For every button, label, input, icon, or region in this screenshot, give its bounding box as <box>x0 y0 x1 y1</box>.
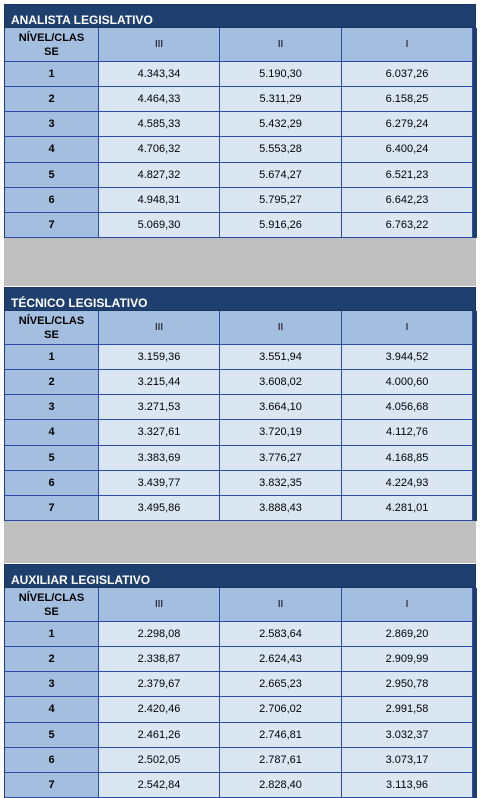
class-header: II <box>220 588 342 622</box>
level-cell: 2 <box>5 647 99 672</box>
salary-value-cell: 5.674,27 <box>220 163 342 188</box>
level-class-header <box>5 311 99 345</box>
salary-value-cell: 2.746,81 <box>220 723 342 748</box>
level-cell: 4 <box>5 137 99 162</box>
salary-value-cell: 3.327,61 <box>99 420 220 445</box>
salary-value-cell: 2.338,87 <box>99 647 220 672</box>
salary-value-cell: 3.608,02 <box>220 370 342 395</box>
class-header: III <box>99 311 220 345</box>
salary-value-cell: 2.869,20 <box>342 622 473 647</box>
level-class-header <box>5 28 99 62</box>
section-gap <box>4 238 476 286</box>
salary-value-cell: 3.271,53 <box>99 395 220 420</box>
level-cell: 7 <box>5 213 99 238</box>
salary-value-cell: 2.624,43 <box>220 647 342 672</box>
salary-value-cell: 2.542,84 <box>99 773 220 798</box>
table-edge <box>473 163 477 188</box>
salary-table <box>4 588 476 798</box>
salary-value-cell: 5.311,29 <box>220 87 342 112</box>
salary-value-cell: 4.000,60 <box>342 370 473 395</box>
salary-value-cell: 6.521,23 <box>342 163 473 188</box>
salary-value-cell: 4.056,68 <box>342 395 473 420</box>
salary-value-cell: 4.948,31 <box>99 188 220 213</box>
salary-value-cell: 2.991,58 <box>342 697 473 722</box>
table-edge <box>473 622 477 647</box>
salary-table <box>4 311 476 521</box>
salary-value-cell: 6.642,23 <box>342 188 473 213</box>
salary-value-cell: 2.909,99 <box>342 647 473 672</box>
salary-value-cell: 2.379,67 <box>99 672 220 697</box>
salary-value-cell: 4.585,33 <box>99 112 220 137</box>
table-edge <box>473 647 477 672</box>
salary-value-cell: 4.281,01 <box>342 496 473 521</box>
level-class-header-line: NÍVEL/CLAS <box>18 591 85 604</box>
salary-value-cell: 4.464,33 <box>99 87 220 112</box>
salary-table <box>4 28 476 238</box>
salary-value-cell: 5.069,30 <box>99 213 220 238</box>
level-cell: 6 <box>5 748 99 773</box>
salary-value-cell: 3.944,52 <box>342 345 473 370</box>
level-cell: 1 <box>5 622 99 647</box>
salary-value-cell: 2.583,64 <box>220 622 342 647</box>
level-cell: 3 <box>5 395 99 420</box>
class-header: I <box>342 311 473 345</box>
level-class-header <box>5 588 99 622</box>
salary-value-cell: 6.279,24 <box>342 112 473 137</box>
level-cell: 1 <box>5 345 99 370</box>
table-edge <box>473 112 477 137</box>
salary-value-cell: 6.037,26 <box>342 62 473 87</box>
salary-value-cell: 3.073,17 <box>342 748 473 773</box>
level-cell: 1 <box>5 62 99 87</box>
salary-value-cell: 4.827,32 <box>99 163 220 188</box>
table-edge <box>473 672 477 697</box>
salary-value-cell: 2.420,46 <box>99 697 220 722</box>
level-cell: 3 <box>5 112 99 137</box>
table-edge <box>473 723 477 748</box>
level-cell: 3 <box>5 672 99 697</box>
level-cell: 7 <box>5 773 99 798</box>
table-edge <box>473 471 477 496</box>
table-title: ANALISTA LEGISLATIVO <box>4 4 476 28</box>
salary-value-cell: 4.168,85 <box>342 446 473 471</box>
class-header: III <box>99 588 220 622</box>
salary-value-cell: 2.665,23 <box>220 672 342 697</box>
salary-value-cell: 3.383,69 <box>99 446 220 471</box>
salary-value-cell: 2.461,26 <box>99 723 220 748</box>
table-edge <box>473 213 477 238</box>
level-cell: 5 <box>5 723 99 748</box>
table-edge <box>473 420 477 445</box>
level-cell: 5 <box>5 446 99 471</box>
table-edge <box>473 62 477 87</box>
table-edge <box>473 188 477 213</box>
level-class-header-line: SE <box>44 45 59 58</box>
table-title: AUXILIAR LEGISLATIVO <box>4 564 476 588</box>
table-edge <box>473 28 477 62</box>
salary-value-cell: 3.032,37 <box>342 723 473 748</box>
salary-value-cell: 5.432,29 <box>220 112 342 137</box>
table-edge <box>473 345 477 370</box>
salary-value-cell: 3.832,35 <box>220 471 342 496</box>
salary-value-cell: 3.495,86 <box>99 496 220 521</box>
class-header: I <box>342 588 473 622</box>
level-cell: 4 <box>5 420 99 445</box>
table-edge <box>473 137 477 162</box>
table-section-analista <box>4 4 476 238</box>
salary-value-cell: 2.298,08 <box>99 622 220 647</box>
salary-value-cell: 2.706,02 <box>220 697 342 722</box>
class-header: I <box>342 28 473 62</box>
class-header: II <box>220 311 342 345</box>
salary-value-cell: 5.553,28 <box>220 137 342 162</box>
table-edge <box>473 697 477 722</box>
class-header: III <box>99 28 220 62</box>
salary-value-cell: 4.224,93 <box>342 471 473 496</box>
salary-value-cell: 4.706,32 <box>99 137 220 162</box>
class-header: II <box>220 28 342 62</box>
salary-value-cell: 3.664,10 <box>220 395 342 420</box>
level-class-header-line: SE <box>44 605 59 618</box>
table-title: TÉCNICO LEGISLATIVO <box>4 287 476 311</box>
salary-value-cell: 2.950,78 <box>342 672 473 697</box>
table-edge <box>473 370 477 395</box>
salary-value-cell: 2.828,40 <box>220 773 342 798</box>
level-cell: 4 <box>5 697 99 722</box>
table-edge <box>473 87 477 112</box>
salary-value-cell: 4.343,34 <box>99 62 220 87</box>
table-section-tecnico <box>4 287 476 521</box>
table-edge <box>473 496 477 521</box>
salary-value-cell: 3.720,19 <box>220 420 342 445</box>
salary-value-cell: 5.795,27 <box>220 188 342 213</box>
salary-value-cell: 3.159,36 <box>99 345 220 370</box>
salary-value-cell: 6.400,24 <box>342 137 473 162</box>
salary-value-cell: 4.112,76 <box>342 420 473 445</box>
table-edge <box>473 748 477 773</box>
salary-value-cell: 3.215,44 <box>99 370 220 395</box>
salary-value-cell: 2.502,05 <box>99 748 220 773</box>
level-cell: 6 <box>5 471 99 496</box>
salary-value-cell: 3.888,43 <box>220 496 342 521</box>
table-section-auxiliar <box>4 564 476 798</box>
level-cell: 2 <box>5 87 99 112</box>
salary-value-cell: 3.113,96 <box>342 773 473 798</box>
salary-value-cell: 5.190,30 <box>220 62 342 87</box>
salary-value-cell: 6.158,25 <box>342 87 473 112</box>
table-edge <box>473 311 477 345</box>
table-edge <box>473 395 477 420</box>
level-cell: 2 <box>5 370 99 395</box>
table-edge <box>473 773 477 798</box>
level-cell: 7 <box>5 496 99 521</box>
level-cell: 6 <box>5 188 99 213</box>
level-cell: 5 <box>5 163 99 188</box>
salary-value-cell: 5.916,26 <box>220 213 342 238</box>
level-class-header-line: NÍVEL/CLAS <box>18 31 85 44</box>
salary-value-cell: 6.763,22 <box>342 213 473 238</box>
level-class-header-line: NÍVEL/CLAS <box>18 314 85 327</box>
table-edge <box>473 446 477 471</box>
section-gap <box>4 521 476 563</box>
salary-value-cell: 3.776,27 <box>220 446 342 471</box>
level-class-header-line: SE <box>44 328 59 341</box>
salary-value-cell: 3.439,77 <box>99 471 220 496</box>
table-edge <box>473 588 477 622</box>
salary-value-cell: 2.787,61 <box>220 748 342 773</box>
salary-value-cell: 3.551,94 <box>220 345 342 370</box>
